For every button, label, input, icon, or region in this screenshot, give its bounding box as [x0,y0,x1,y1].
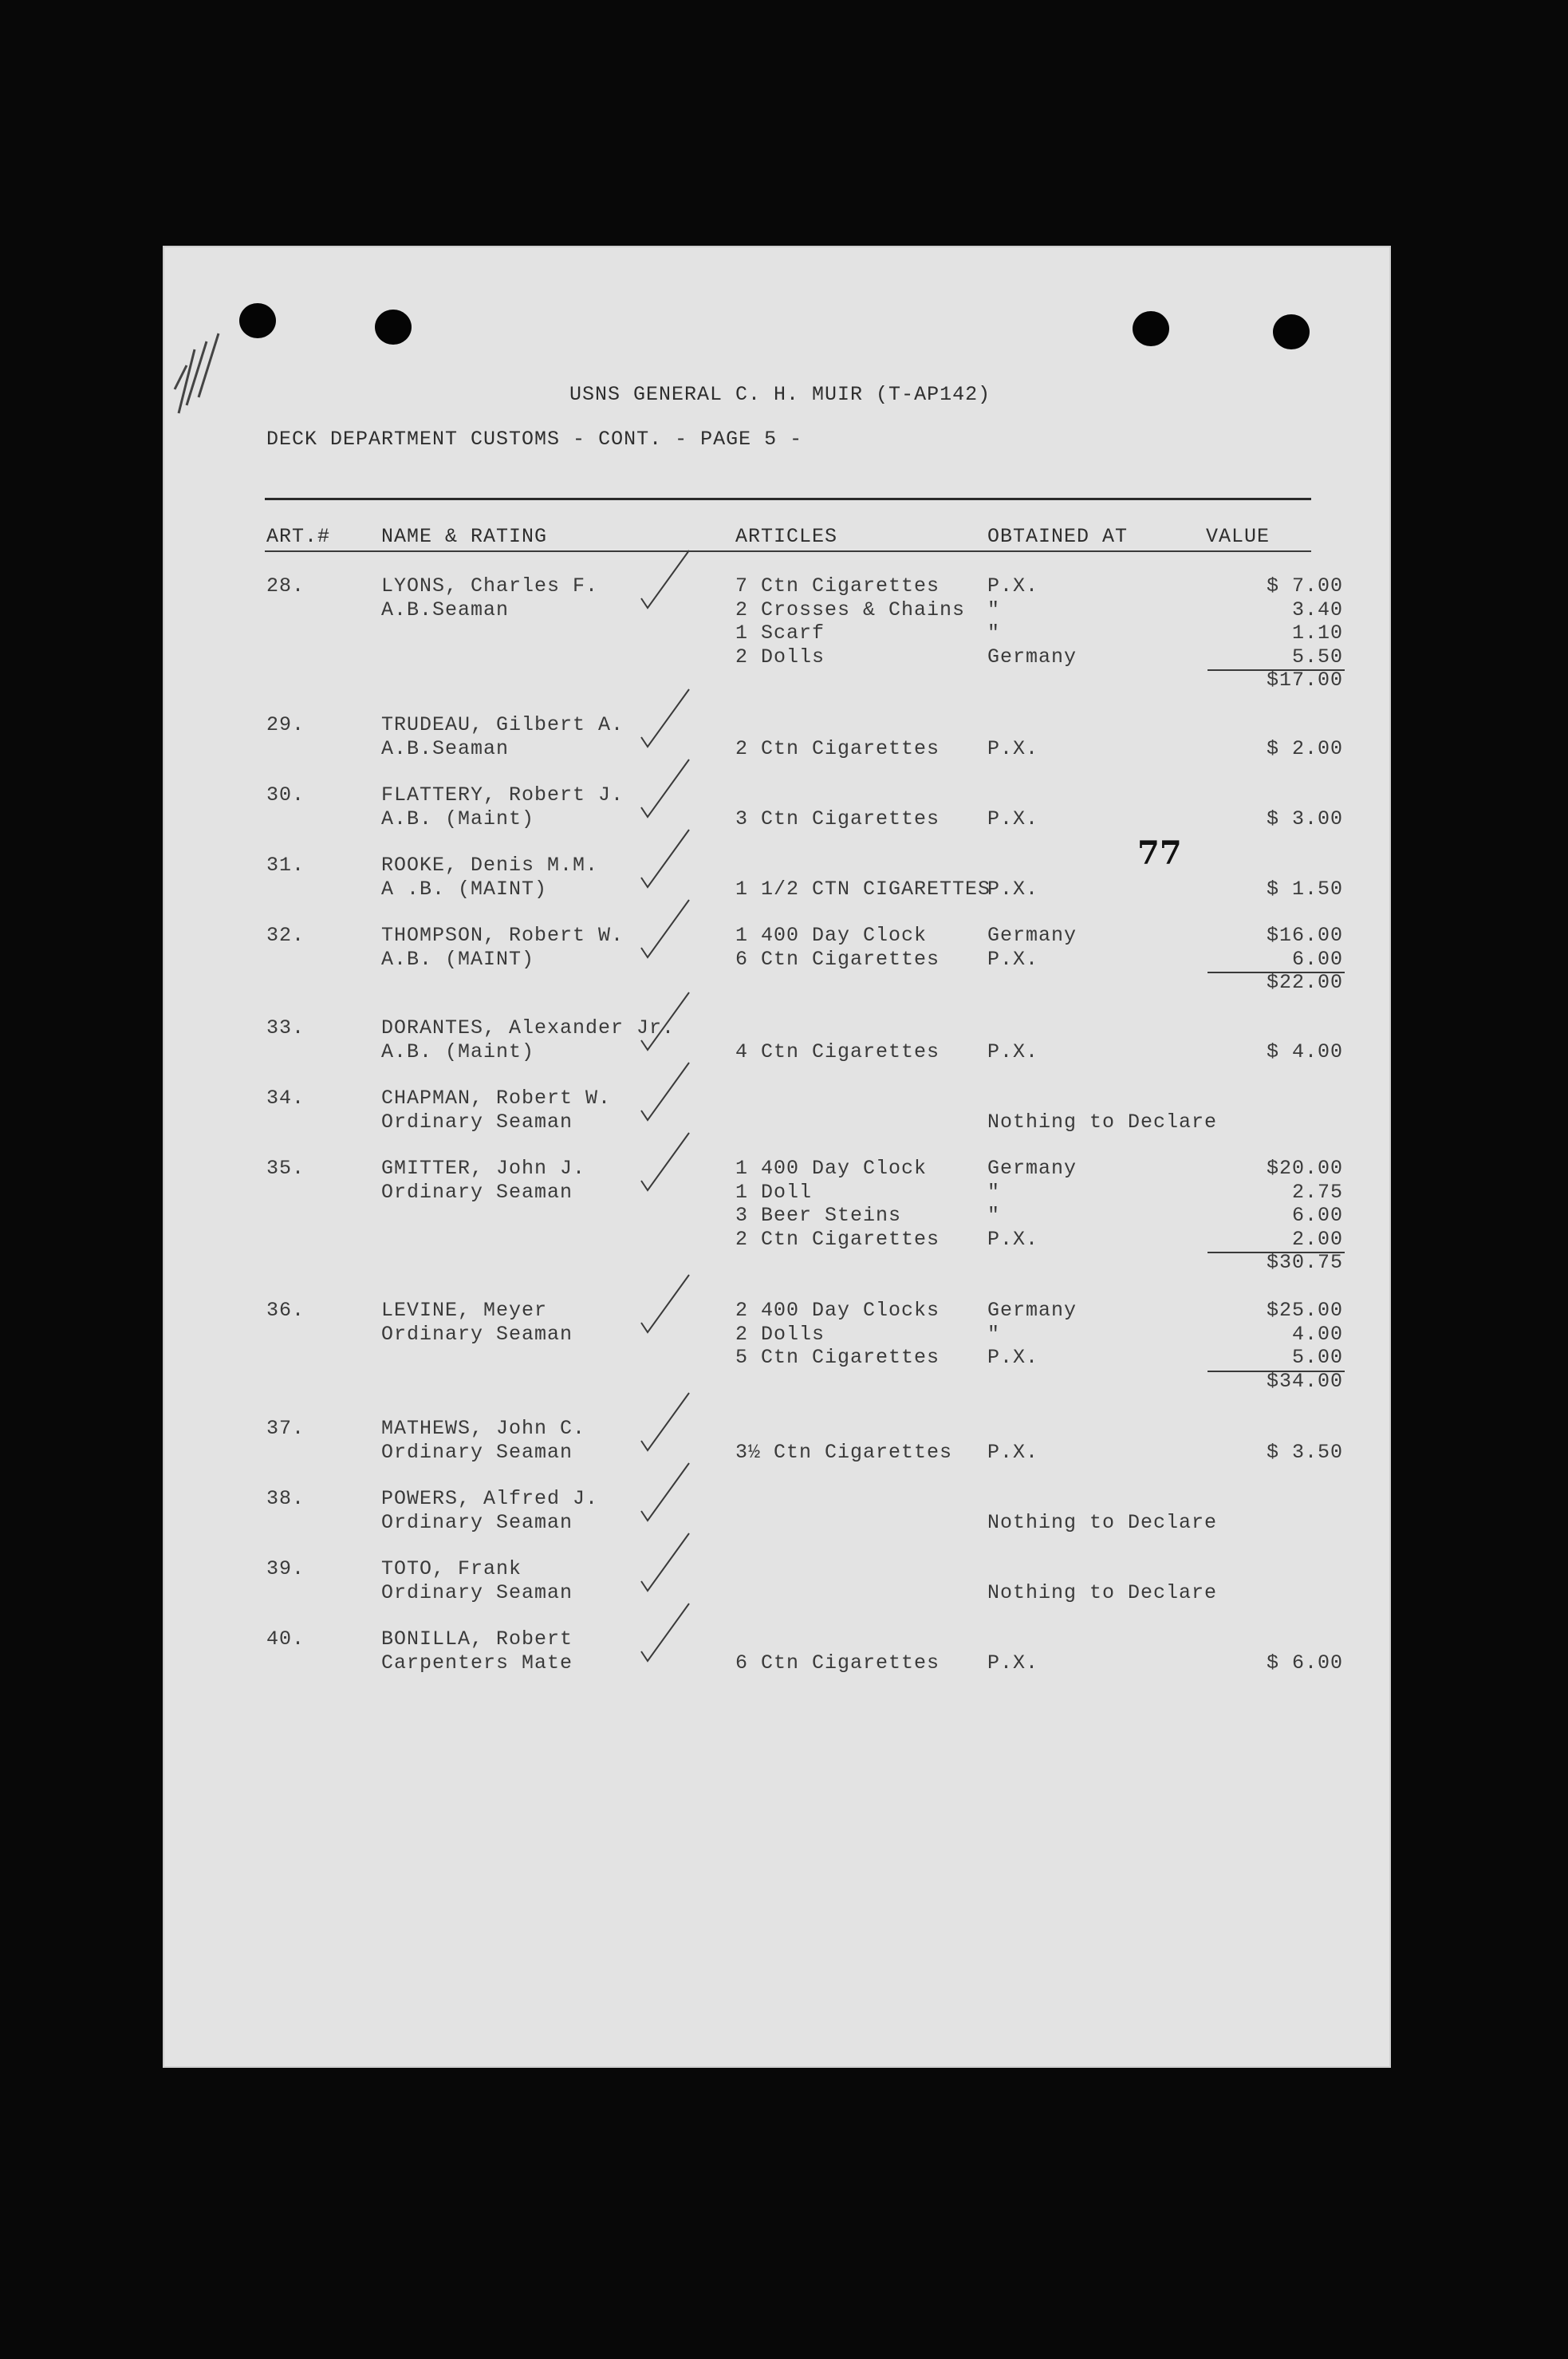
entry-articles-line: 1 400 Day Clock [735,924,928,947]
entry-obtained-line: Germany [987,1157,1078,1180]
entry-obtained-line: P.X. [987,736,1039,760]
entry-total: $34.00 [1266,1369,1343,1393]
entry-name-line: A.B. (Maint) [381,807,535,830]
entry-values-line: $ 3.50 [1266,1440,1343,1464]
entry-obtained-line: P.X. [987,807,1039,830]
entry-obtained-line: Germany [987,924,1078,947]
entry-articles-line: 2 Dolls [735,645,825,669]
entry-values-line: $25.00 [1266,1299,1343,1322]
entry-obtained-line: Nothing to Declare [987,1510,1218,1534]
check-mark [641,1133,689,1190]
entry-articles-line: 1 400 Day Clock [735,1157,928,1180]
entry-values-line: $ 4.00 [1266,1039,1343,1063]
entry-obtained-line: " [987,1204,1001,1227]
entry-values-line: $20.00 [1266,1157,1343,1180]
entry-name-line: TOTO, Frank [381,1557,522,1580]
entry-number: 37. [266,1417,305,1440]
entry-number: 39. [266,1557,305,1580]
entry-name-line: ROOKE, Denis M.M. [381,854,599,877]
entry-obtained-line: Nothing to Declare [987,1580,1218,1604]
entry-name-line: FLATTERY, Robert J. [381,783,624,807]
check-mark [641,1463,689,1521]
entry-articles-line: 2 Ctn Cigarettes [735,1227,940,1251]
entry-name-line: MATHEWS, John C. [381,1417,586,1440]
entry-number: 33. [266,1016,305,1039]
entry-values-line: $ 7.00 [1266,574,1343,598]
entry-articles-line: 3 Ctn Cigarettes [735,807,940,830]
entry-obtained-line: " [987,1322,1001,1346]
entry-articles-line: 4 Ctn Cigarettes [735,1039,940,1063]
entry-obtained-line: " [987,621,1001,645]
entry-number: 32. [266,924,305,947]
entry-values-line: 1.10 [1291,621,1343,645]
entry-obtained-line: P.X. [987,574,1039,598]
entry-name-line: Ordinary Seaman [381,1510,573,1534]
entry-values-line: $16.00 [1266,924,1343,947]
entry-name-line: Ordinary Seaman [381,1440,573,1464]
check-mark [641,1533,689,1591]
entry-number: 31. [266,854,305,877]
entry-name-line: A.B.Seaman [381,736,510,760]
entry-number: 36. [266,1299,305,1322]
entry-obtained-line: P.X. [987,1651,1039,1675]
entry-number: 29. [266,713,305,736]
entry-obtained-line: Germany [987,645,1078,669]
entry-values-line: 6.00 [1291,947,1343,971]
entry-name-line: THOMPSON, Robert W. [381,924,624,947]
entry-name-line: TRUDEAU, Gilbert A. [381,713,624,736]
document-subtitle: DECK DEPARTMENT CUSTOMS - CONT. - PAGE 5 - [266,428,803,451]
entry-name-line: A.B. (Maint) [381,1039,535,1063]
entry-number: 35. [266,1157,305,1180]
handwritten-mark: 77 [1137,834,1182,872]
entry-obtained-line: Germany [987,1299,1078,1322]
entry-number: 40. [266,1627,305,1651]
entry-number: 38. [266,1487,305,1510]
entry-obtained-line: P.X. [987,947,1039,971]
check-mark [641,1063,689,1120]
entry-name-line: GMITTER, John J. [381,1157,586,1180]
entry-name-line: A.B.Seaman [381,598,510,621]
entry-articles-line: 6 Ctn Cigarettes [735,1651,940,1675]
entry-articles-line: 2 400 Day Clocks [735,1299,940,1322]
check-mark [641,1393,689,1450]
entry-values-line: 6.00 [1291,1204,1343,1227]
entry-articles-line: 1 Scarf [735,621,825,645]
entry-articles-line: 1 1/2 CTN CIGARETTES [735,877,991,901]
check-mark [641,830,689,887]
entry-obtained-line: P.X. [987,877,1039,901]
check-mark [641,689,689,747]
entry-articles-line: 5 Ctn Cigarettes [735,1346,940,1369]
entry-obtained-line: Nothing to Declare [987,1110,1218,1134]
entry-total: $22.00 [1266,971,1343,994]
check-mark [641,992,689,1050]
entry-articles-line: 6 Ctn Cigarettes [735,947,940,971]
entry-values-line: 4.00 [1291,1322,1343,1346]
entry-number: 30. [266,783,305,807]
entry-articles-line: 1 Doll [735,1180,813,1204]
entry-obtained-line: " [987,598,1001,621]
entry-number: 28. [266,574,305,598]
check-mark [641,1275,689,1332]
entry-name-line: POWERS, Alfred J. [381,1487,599,1510]
column-header-name: NAME & RATING [381,525,548,548]
entry-values-line: $ 2.00 [1266,736,1343,760]
entry-name-line: LEVINE, Meyer [381,1299,548,1322]
column-header-obtained: OBTAINED AT [987,525,1129,548]
entry-values-line: $ 6.00 [1266,1651,1343,1675]
entry-values-line: 5.50 [1291,645,1343,669]
column-header-art: ART.# [266,525,331,548]
check-mark [641,900,689,957]
entry-name-line: Ordinary Seaman [381,1110,573,1134]
entry-values-line: 3.40 [1291,598,1343,621]
entry-obtained-line: " [987,1180,1001,1204]
entry-articles-line: 3½ Ctn Cigarettes [735,1440,953,1464]
check-mark [641,1604,689,1661]
entry-name-line: LYONS, Charles F. [381,574,599,598]
entry-number: 34. [266,1087,305,1110]
entry-total: $17.00 [1266,669,1343,692]
entry-values-line: $ 1.50 [1266,877,1343,901]
entry-name-line: DORANTES, Alexander Jr. [381,1016,676,1039]
entry-articles-line: 2 Crosses & Chains [735,598,966,621]
check-mark [641,550,689,608]
entry-articles-line: 2 Ctn Cigarettes [735,736,940,760]
entry-values-line: 5.00 [1291,1346,1343,1369]
entry-name-line: BONILLA, Robert [381,1627,573,1651]
entry-name-line: Ordinary Seaman [381,1322,573,1346]
entry-name-line: Ordinary Seaman [381,1580,573,1604]
document-page [163,246,1391,2068]
entry-articles-line: 3 Beer Steins [735,1204,902,1227]
column-header-articles: ARTICLES [735,525,838,548]
entry-obtained-line: P.X. [987,1039,1039,1063]
entry-total: $30.75 [1266,1251,1343,1274]
entry-obtained-line: P.X. [987,1227,1039,1251]
entry-articles-line: 7 Ctn Cigarettes [735,574,940,598]
entry-name-line: Carpenters Mate [381,1651,573,1675]
check-marks [163,246,1391,2068]
entry-name-line: A.B. (MAINT) [381,947,535,971]
entry-values-line: $ 3.00 [1266,807,1343,830]
entry-name-line: Ordinary Seaman [381,1180,573,1204]
entry-name-line: A .B. (MAINT) [381,877,548,901]
entry-values-line: 2.00 [1291,1227,1343,1251]
entry-obtained-line: P.X. [987,1346,1039,1369]
entry-name-line: CHAPMAN, Robert W. [381,1087,612,1110]
check-mark [641,759,689,817]
document-title: USNS GENERAL C. H. MUIR (T-AP142) [569,383,991,406]
entry-values-line: 2.75 [1291,1180,1343,1204]
entry-obtained-line: P.X. [987,1440,1039,1464]
column-header-value: VALUE [1206,525,1271,548]
entry-articles-line: 2 Dolls [735,1322,825,1346]
